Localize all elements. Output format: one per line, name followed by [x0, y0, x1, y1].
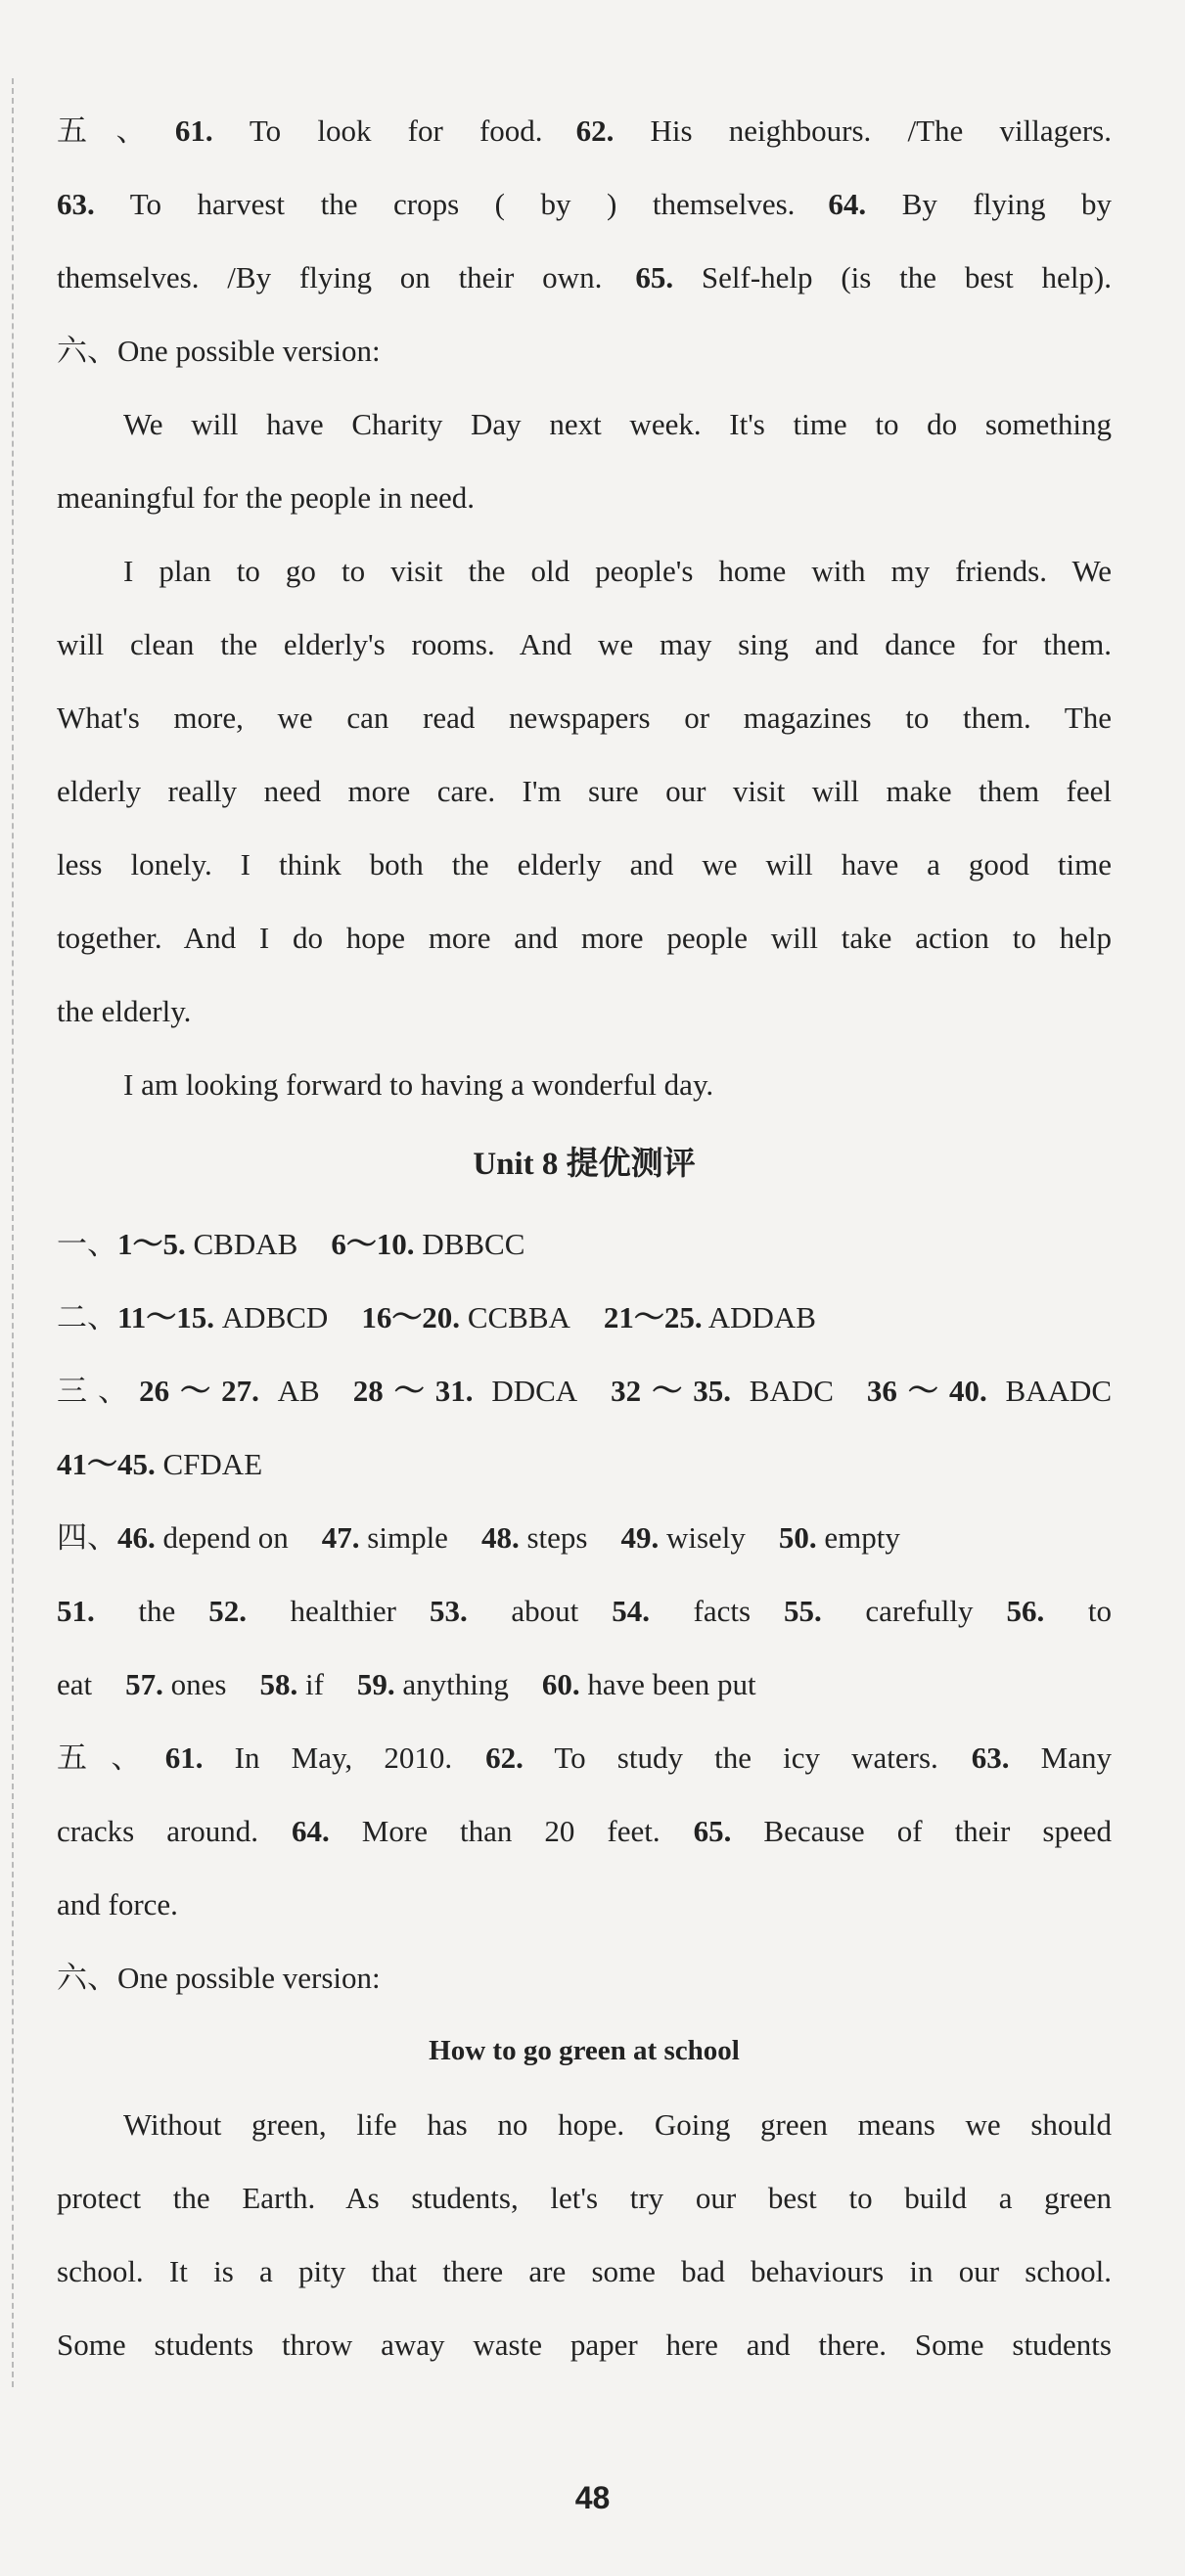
answer-line: themselves. /By flying on their own. 65. Self-help (is the best help). — [57, 260, 1112, 294]
section-label: 六、One possible version: — [57, 1961, 381, 1995]
answer-line: 四、46. depend on 47. simple 48. steps 49. wisely 50. empty — [57, 1520, 900, 1555]
essay-line: I am looking forward to having a wonderful day. — [123, 1067, 714, 1102]
answer-line: 51. the 52. healthier 53. about 54. facts 55. carefully 56. to — [57, 1594, 1112, 1628]
essay-line: the elderly. — [57, 994, 192, 1028]
answer-line: 一、1～5. CBDAB 6～10. DBBCC — [57, 1227, 525, 1261]
answer-line: 63. To harvest the crops ( by ) themselves. 64. By flying by — [57, 187, 1112, 221]
section-label: 六、One possible version: — [57, 334, 381, 368]
essay-line: will clean the elderly's rooms. And we may sing and dance for them. — [57, 627, 1112, 661]
essay-line: less lonely. I think both the elderly and we will have a good time — [57, 847, 1112, 881]
answer-line: 二、11～15. ADBCD 16～20. CCBBA 21～25. ADDAB — [57, 1300, 816, 1334]
answer-line: 五、61. To look for food. 62. His neighbours. /The villagers. — [57, 113, 1112, 148]
essay-line: Some students throw away waste paper here and there. Some students — [57, 2327, 1112, 2362]
essay-line: We will have Charity Day next week. It's time to do something — [123, 407, 1112, 441]
answer-line: 41～45. CFDAE — [57, 1447, 263, 1481]
essay-line: meaningful for the people in need. — [57, 480, 475, 515]
essay-line: I plan to go to visit the old people's home with my friends. We — [123, 554, 1112, 588]
essay-line: school. It is a pity that there are some bad behaviours in our school. — [57, 2254, 1112, 2288]
answer-line: 三、26～27. AB 28～31. DDCA 32～35. BADC 36～40. BAADC — [57, 1374, 1112, 1408]
essay-title: How to go green at school — [429, 2035, 740, 2066]
unit-title: Unit 8 提优测评 — [473, 1147, 696, 1182]
answer-line: and force. — [57, 1887, 178, 1921]
essay-line: Without green, life has no hope. Going green means we should — [123, 2107, 1112, 2142]
essay-line: together. And I do hope more and more people will take action to help — [57, 921, 1112, 955]
page-number: 48 — [574, 2480, 611, 2515]
answer-line: 五、61. In May, 2010. 62. To study the icy waters. 63. Many — [57, 1740, 1112, 1775]
essay-line: elderly really need more care. I'm sure our visit will make them feel — [57, 774, 1112, 808]
dashed-margin-line — [12, 78, 14, 2387]
page-content — [57, 94, 1112, 2381]
answer-line: cracks around. 64. More than 20 feet. 65. Because of their speed — [57, 1814, 1112, 1848]
essay-line: protect the Earth. As students, let's try our best to build a green — [57, 2181, 1112, 2215]
essay-line: What's more, we can read newspapers or magazines to them. The — [57, 700, 1112, 735]
answer-line: eat 57. ones 58. if 59. anything 60. have been put — [57, 1667, 756, 1701]
